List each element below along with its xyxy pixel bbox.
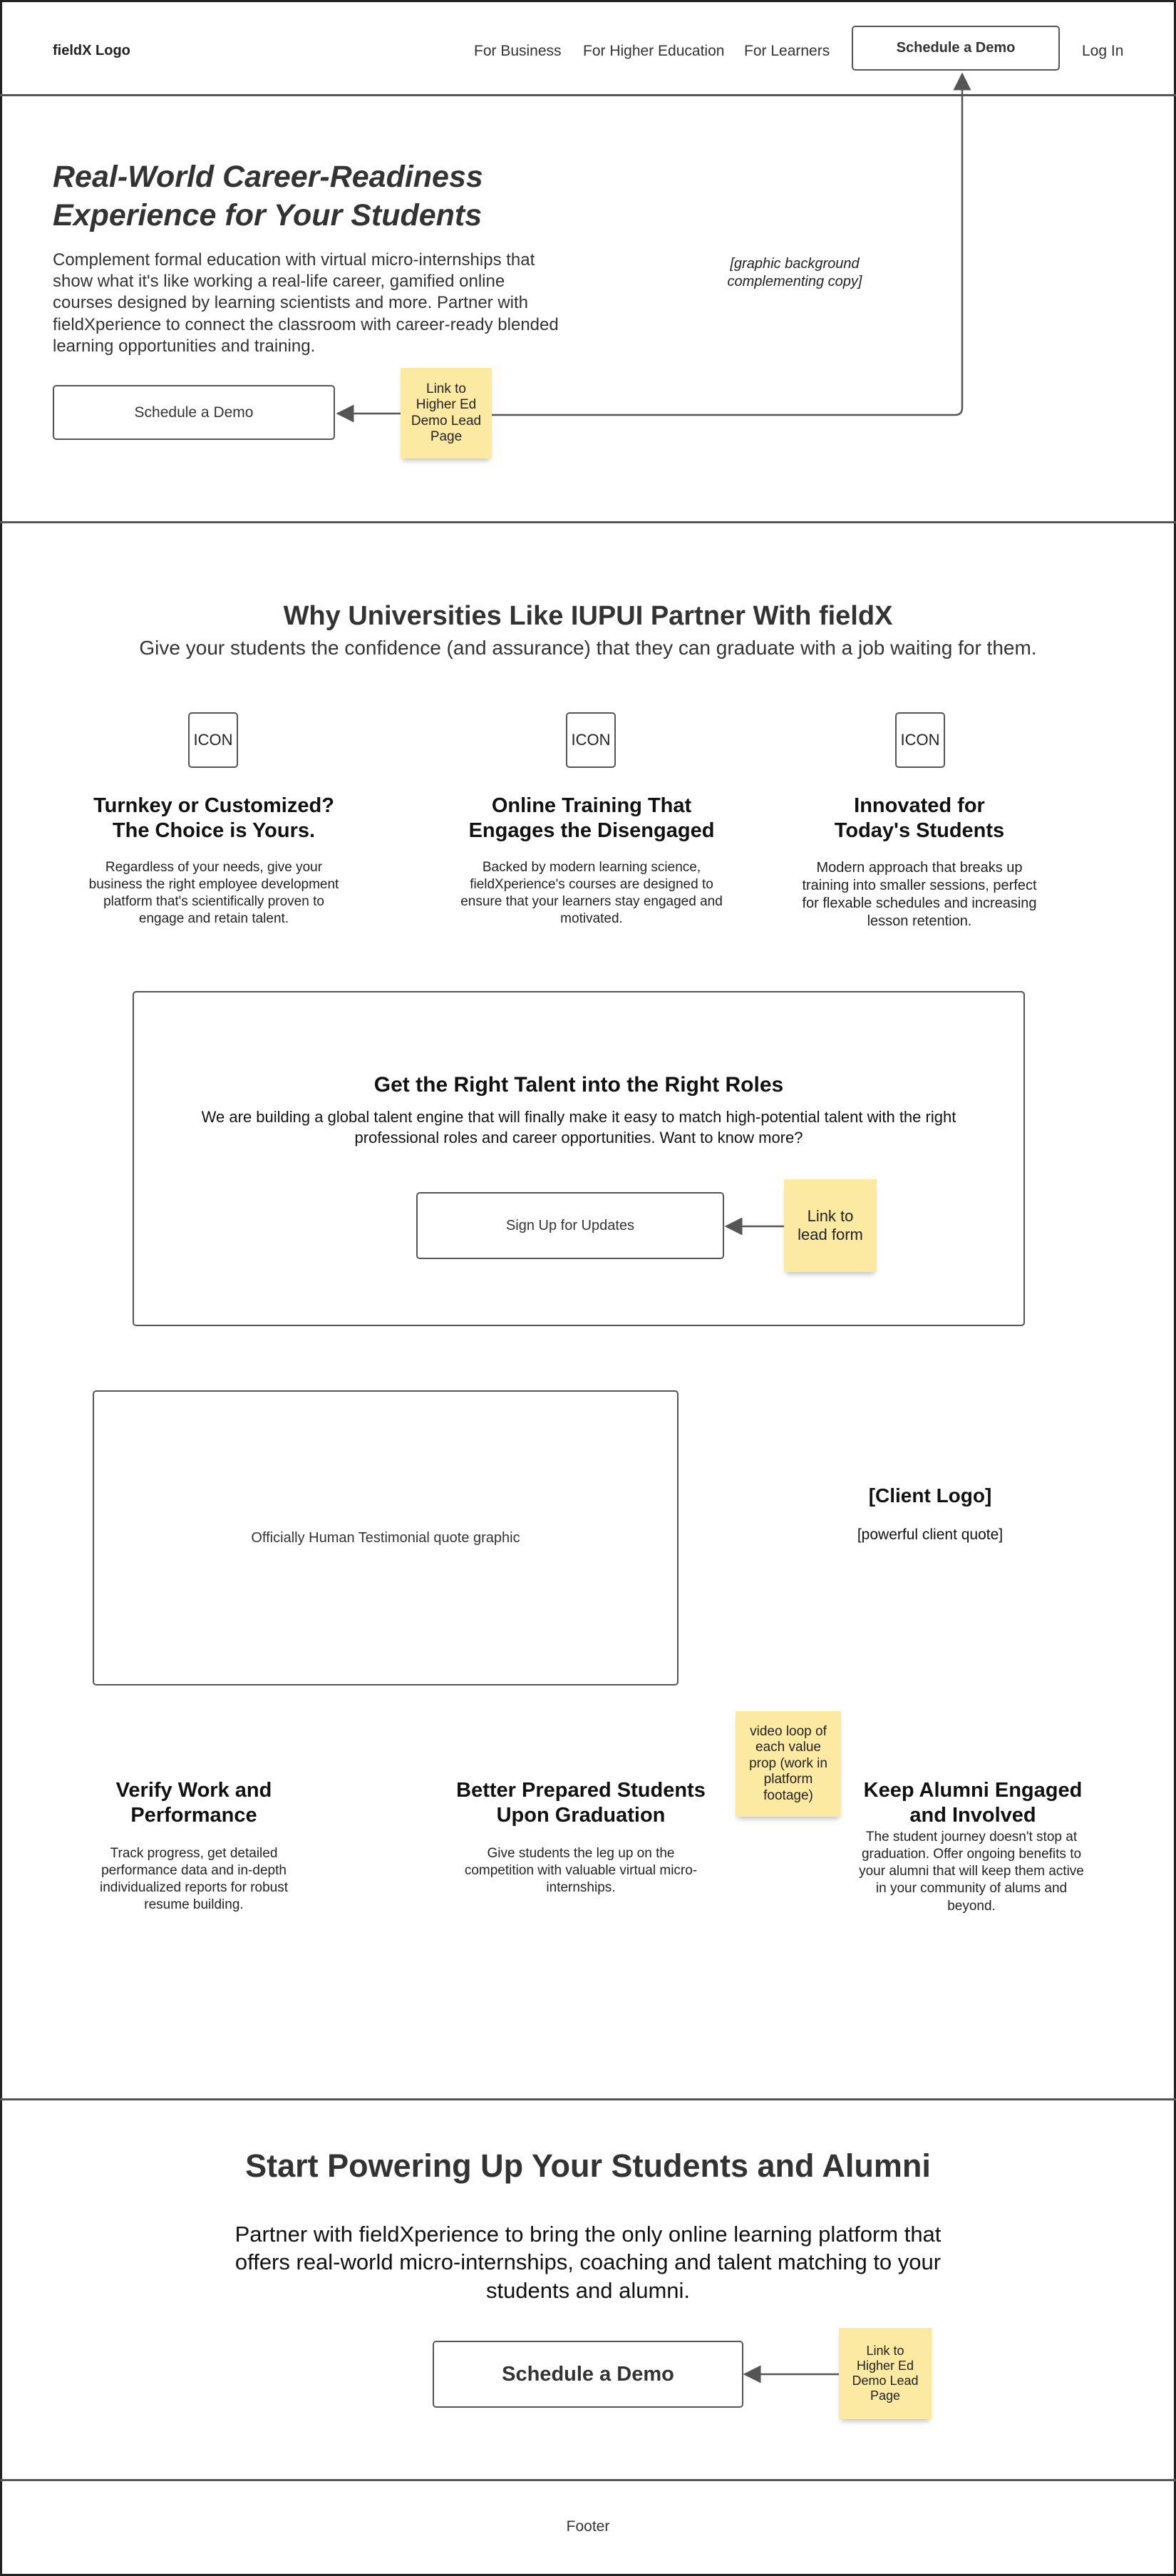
feature-title-3-line-1: Innovated for [854, 794, 985, 817]
hero-title-line-1: Real-World Career-Readiness [53, 160, 483, 194]
feature-title-3 [777, 794, 1062, 843]
closing-sticky-note: Link to Higher Ed Demo Lead Page [839, 2328, 932, 2419]
footer-label: Footer [566, 2518, 610, 2535]
testimonial-graphic-box [93, 1390, 679, 1685]
why-subtitle: Give your students the confidence (and assurance) that they can graduate with a job waiting for them. [139, 637, 1037, 659]
feature-body-2: Backed by modern learning science, fieldXperience's courses are designed to ensure that your learners stay engaged and motivated. [460, 860, 723, 927]
value-prop-title-3-line-1: Keep Alumni Engaged [863, 1779, 1083, 1802]
testimonial-graphic-label: Officially Human Testimonial quote graphic [251, 1529, 520, 1546]
feature-body-1: Regardless of your needs, give your business the right employee development platform that's scientifically proven to engage and retain talent. [88, 860, 339, 927]
nav-for-business[interactable]: For Business [474, 43, 562, 59]
value-prop-title-1 [51, 1778, 336, 1828]
login-link[interactable]: Log In [1082, 43, 1124, 59]
value-prop-body-3: The student journey doesn't stop at graduation. Offer ongoing benefits to your alumni that will keep them active in your community of alums and beyond. [859, 1830, 1084, 1914]
hero-sticky-note: Link to Higher Ed Demo Lead Page [401, 368, 492, 458]
value-prop-body-2: Give students the leg up on the competition with valuable virtual micro-internships. [464, 1846, 698, 1896]
closing-connector-arrow [741, 2360, 841, 2388]
feature-body-3: Modern approach that breaks up training into smaller sessions, perfect for flexable schedules and increasing lesson retention. [802, 860, 1037, 929]
nav-for-learners[interactable]: For Learners [744, 43, 830, 59]
feature-icon-3: ICON [895, 712, 945, 768]
feature-title-1 [71, 794, 356, 843]
hero-body: Complement formal education with virtual micro-internships that show what it's like working a real-life career, gamified online courses designed by learning scientists and more. Partner with fieldXperience to connect the classroom with career-ready blended learning opportunities and training. [53, 250, 559, 356]
header-schedule-demo-button[interactable]: Schedule a Demo [852, 26, 1060, 71]
hero-connector-arrows [0, 0, 1176, 499]
footer-divider [0, 2479, 1176, 2481]
value-prop-title-1-line-1: Verify Work and [115, 1779, 272, 1802]
value-prop-sticky-note: video loop of each value prop (work in platform footage) [736, 1711, 841, 1817]
talent-box [133, 991, 1025, 1326]
client-logo: [Client Logo] [868, 1484, 992, 1507]
value-prop-title-2-line-2: Upon Graduation [496, 1803, 666, 1827]
value-prop-title-1-line-2: Performance [130, 1803, 257, 1827]
site-logo[interactable]: fieldX Logo [53, 43, 130, 58]
closing-schedule-demo-button[interactable]: Schedule a Demo [433, 2341, 743, 2408]
feature-icon-1: ICON [188, 712, 238, 768]
talent-title: Get the Right Talent into the Right Roles [373, 1073, 784, 1097]
value-prop-title-3-line-2: and Involved [909, 1803, 1036, 1827]
hero-divider [0, 521, 1176, 523]
signup-updates-button[interactable]: Sign Up for Updates [416, 1192, 724, 1259]
value-prop-title-2 [428, 1778, 734, 1828]
value-props-divider [0, 2098, 1176, 2100]
client-quote: [powerful client quote] [857, 1526, 1004, 1543]
feature-title-2-line-2: Engages the Disengaged [468, 819, 715, 842]
feature-title-1-line-1: Turnkey or Customized? [93, 794, 334, 817]
feature-title-2-line-1: Online Training That [491, 794, 692, 817]
talent-sticky-note: Link to lead form [784, 1179, 877, 1272]
feature-icon-2: ICON [566, 712, 616, 768]
hero-schedule-demo-button[interactable]: Schedule a Demo [53, 385, 335, 440]
why-title: Why Universities Like IUPUI Partner With fieldX [283, 601, 893, 631]
talent-body: We are building a global talent engine that will finally make it easy to match high-potential talent with the right professional roles and career opportunities. Want to know more? [201, 1108, 956, 1146]
value-prop-title-3 [827, 1778, 1119, 1828]
value-prop-title-2-line-1: Better Prepared Students [456, 1779, 706, 1802]
hero-graphic-note-line-2: complementing copy] [727, 274, 862, 289]
value-prop-body-1: Track progress, get detailed performance data and in-depth individualized reports for robust resume building. [99, 1846, 289, 1913]
talent-connector-arrow [720, 1212, 791, 1241]
hero-graphic-note-line-1: [graphic background [730, 256, 860, 272]
nav-for-higher-education[interactable]: For Higher Education [583, 43, 725, 59]
hero-title-line-2: Experience for Your Students [53, 197, 483, 232]
feature-title-2 [449, 794, 734, 843]
feature-title-3-line-2: Today's Students [834, 819, 1005, 842]
closing-title: Start Powering Up Your Students and Alumni [245, 2147, 931, 2184]
closing-body: Partner with fieldXperience to bring the only online learning platform that offers real-world micro-internships, coaching and talent matching to your students and alumni. [234, 2222, 942, 2303]
feature-title-1-line-2: The Choice is Yours. [112, 819, 316, 842]
